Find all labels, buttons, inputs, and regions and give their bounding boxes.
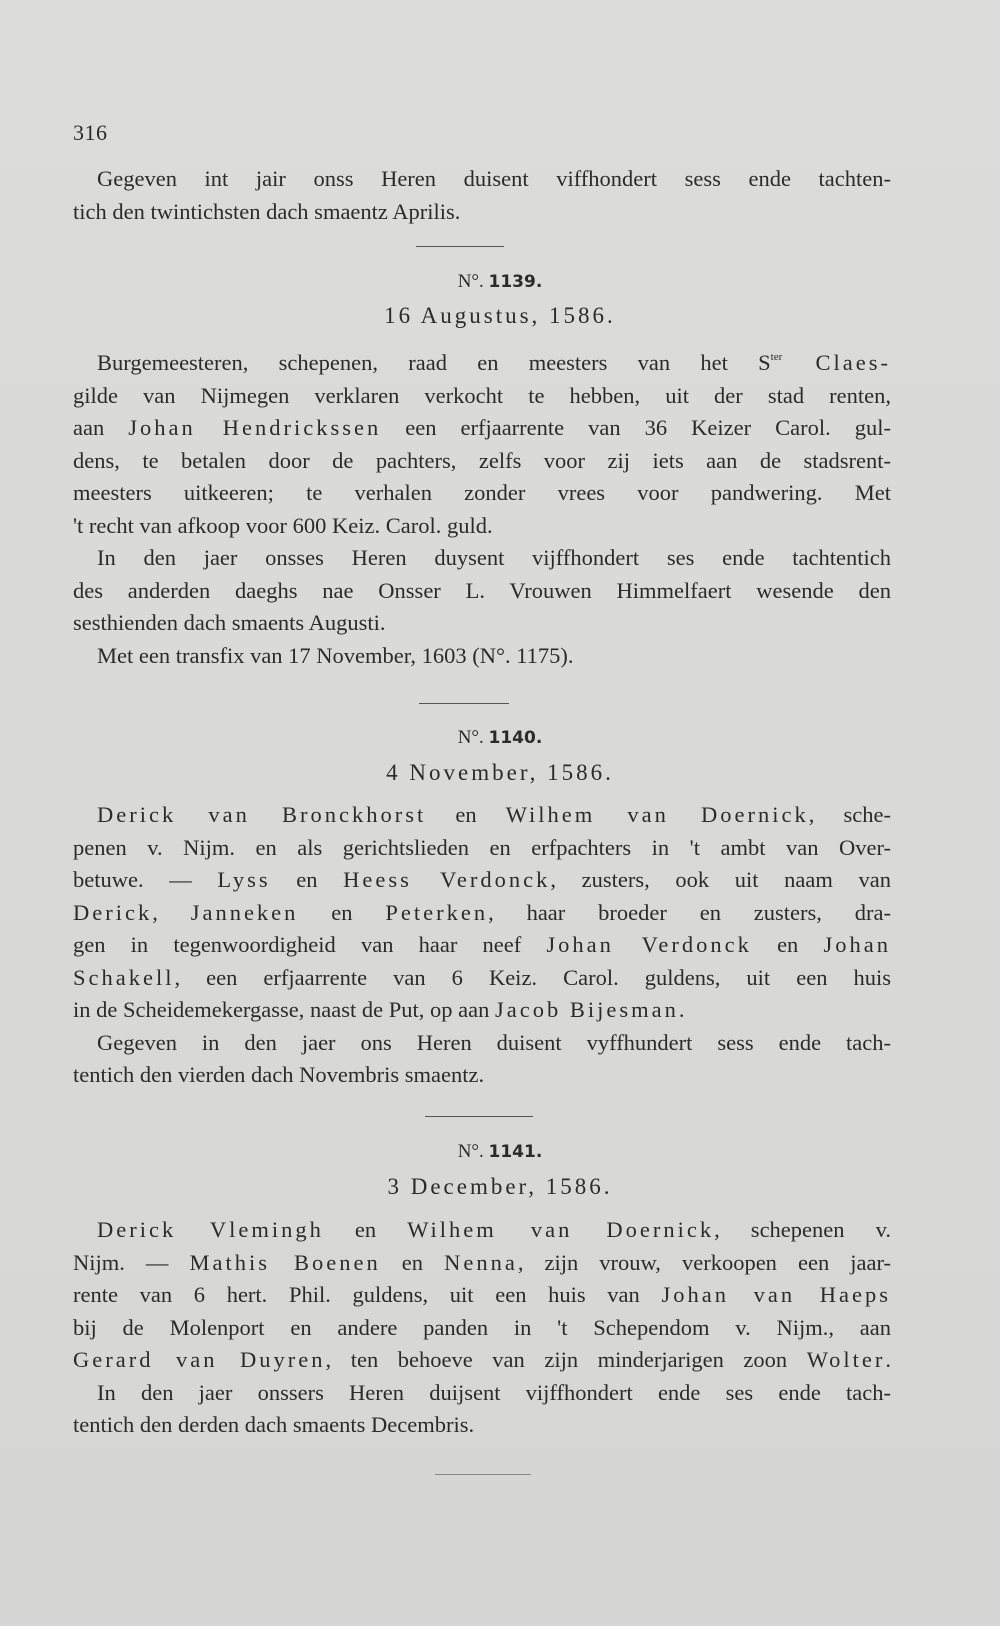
spaced-name: Gerard van Duyren	[73, 1347, 326, 1372]
text-line: Met een transfix van 17 November, 1603 (N°. 1175).	[97, 642, 574, 668]
entry-number-value: 1139.	[488, 272, 543, 292]
text-line: tentich den derden dach smaents Decembris.	[73, 1412, 475, 1437]
text-line	[73, 962, 891, 995]
text-run: betuwe. —	[73, 867, 218, 892]
text-line: gilde van Nijmegen verklaren verkocht te hebben, uit der stad renten,	[73, 382, 891, 408]
text-run: gen in tegenwoordigheid van haar neef	[73, 932, 547, 957]
entry-date: 16 Augustus, 1586.	[384, 303, 616, 328]
entry-number-prefix: N°.	[457, 271, 484, 292]
text-line	[73, 1279, 891, 1312]
text-run: en	[426, 802, 506, 827]
entry-number-value: 1141.	[488, 1142, 543, 1162]
text-run: een erfjaarrente van 36 Keizer Carol. gul-	[381, 415, 891, 440]
text-line	[73, 1344, 891, 1377]
intro-paragraph	[73, 163, 891, 228]
text-run: ,	[152, 899, 191, 925]
text-run: rente van 6 hert. Phil. guldens, uit een huis van	[73, 1282, 662, 1307]
spaced-name: Derick Vlemingh	[97, 1217, 324, 1242]
entry-date: 3 December, 1586.	[387, 1174, 613, 1199]
text-line	[73, 1247, 891, 1280]
text-run: in de Scheidemekergasse, naast de Put, op aan	[73, 997, 495, 1022]
text-line	[73, 341, 891, 380]
spaced-name: Janneken	[190, 899, 299, 925]
spaced-name: Wilhem van Doernick	[505, 802, 809, 827]
spaced-name: Derick	[73, 899, 153, 925]
text-run: , sche-	[808, 802, 891, 827]
section-divider	[425, 1116, 533, 1117]
text-line: des anderden daeghs nae Onsser L. Vrouwen Himmelfaert wesende den	[73, 577, 891, 603]
text-run: , zijn vrouw, verkoopen een jaar-	[517, 1249, 891, 1275]
spaced-name: Derick van Bronckhorst	[97, 802, 427, 827]
text-line	[73, 994, 891, 1027]
text-run: aan	[73, 415, 129, 440]
text-line: In den jaer onsses Heren duysent vijffhondert ses ende tachtentich	[97, 545, 891, 570]
text-run: .	[885, 1347, 891, 1372]
text-run: , een erfjaarrente van 6 Keiz. Carol. guldens, uit een huis	[174, 964, 891, 990]
spaced-name: Nenna	[444, 1249, 518, 1275]
section-divider	[435, 1474, 531, 1475]
text-line: 't recht van afkoop voor 600 Keiz. Carol. guld.	[73, 512, 493, 538]
section-divider	[416, 246, 504, 247]
text-run: Burgemeesteren, schepenen, raad en meesters van het S	[97, 350, 771, 375]
text-run: , haar broeder en zusters, dra-	[488, 899, 891, 925]
text-line	[73, 864, 891, 897]
entry-text	[73, 1214, 891, 1442]
text-run: en	[323, 1217, 408, 1242]
text-run: en	[298, 899, 386, 925]
text-line: penen v. Nijm. en als gerichtslieden en erfpachters in 't ambt van Over-	[73, 834, 891, 860]
text-line: Gegeven int jair onss Heren duisent viffhondert sess ende tachten-	[97, 166, 891, 191]
text-line: bij de Molenport en andere panden in 't Schependom v. Nijm., aan	[73, 1314, 891, 1340]
spaced-name: Claes-	[782, 350, 891, 375]
text-line: dens, te betalen door de pachters, zelfs voor zij iets aan de stadsrent-	[73, 447, 891, 473]
entry-number	[0, 271, 1000, 293]
text-line: Gegeven in den jaer ons Heren duisent vyffhundert sess ende tach-	[97, 1029, 891, 1055]
superscript: ter	[770, 351, 783, 363]
text-line	[73, 1214, 891, 1247]
text-line: meesters uitkeeren; te verhalen zonder vrees voor pandwering. Met	[73, 480, 891, 505]
text-run: , schepenen v.	[714, 1217, 891, 1242]
text-run: en	[380, 1249, 445, 1275]
text-line	[73, 799, 891, 832]
text-line: sesthienden dach smaents Augusti.	[73, 610, 386, 635]
text-run: en	[751, 932, 824, 957]
text-line: In den jaer onssers Heren duijsent vijffhondert ende ses ende tach-	[97, 1379, 891, 1405]
spaced-name: Johan	[823, 932, 891, 957]
entry-text	[73, 799, 891, 1092]
spaced-name: Heess Verdonck	[343, 867, 551, 892]
spaced-name: Johan Hendrickssen	[128, 415, 382, 440]
spaced-name: Johan van Haeps	[661, 1282, 891, 1307]
text-line: tentich den vierden dach Novembris smaentz.	[73, 1062, 485, 1087]
text-line	[73, 897, 891, 930]
spaced-name: Johan Verdonck	[546, 932, 752, 957]
entry-number	[0, 1141, 1000, 1163]
spaced-name: Wilhem van Doernick	[407, 1217, 715, 1242]
page-number: 316	[73, 120, 108, 145]
spaced-name: Peterken	[385, 899, 489, 925]
text-run: en	[270, 867, 344, 892]
entry-number-prefix: N°.	[457, 1141, 484, 1162]
text-run: Nijm. —	[73, 1249, 190, 1275]
spaced-name: Schakell	[73, 964, 175, 990]
spaced-name: Wolter	[806, 1347, 886, 1372]
entry-number	[0, 727, 1000, 749]
entry-number-prefix: N°.	[457, 727, 484, 748]
spaced-name: Lyss	[217, 867, 271, 892]
text-line	[73, 412, 891, 445]
spaced-name: Mathis Boenen	[189, 1249, 381, 1275]
text-line: tich den twintichsten dach smaentz Aprilis.	[73, 198, 461, 224]
text-run: , ten behoeve van zijn minderjarigen zoon	[325, 1347, 807, 1372]
entry-number-value: 1140.	[488, 728, 543, 748]
text-line	[73, 929, 891, 962]
spaced-name: Jacob Bijesman	[494, 997, 679, 1022]
text-run: .	[678, 997, 685, 1022]
section-divider	[419, 703, 509, 704]
text-run: , zusters, ook uit naam van	[550, 867, 891, 892]
entry-date: 4 November, 1586.	[386, 760, 614, 785]
entry-text	[73, 341, 891, 672]
